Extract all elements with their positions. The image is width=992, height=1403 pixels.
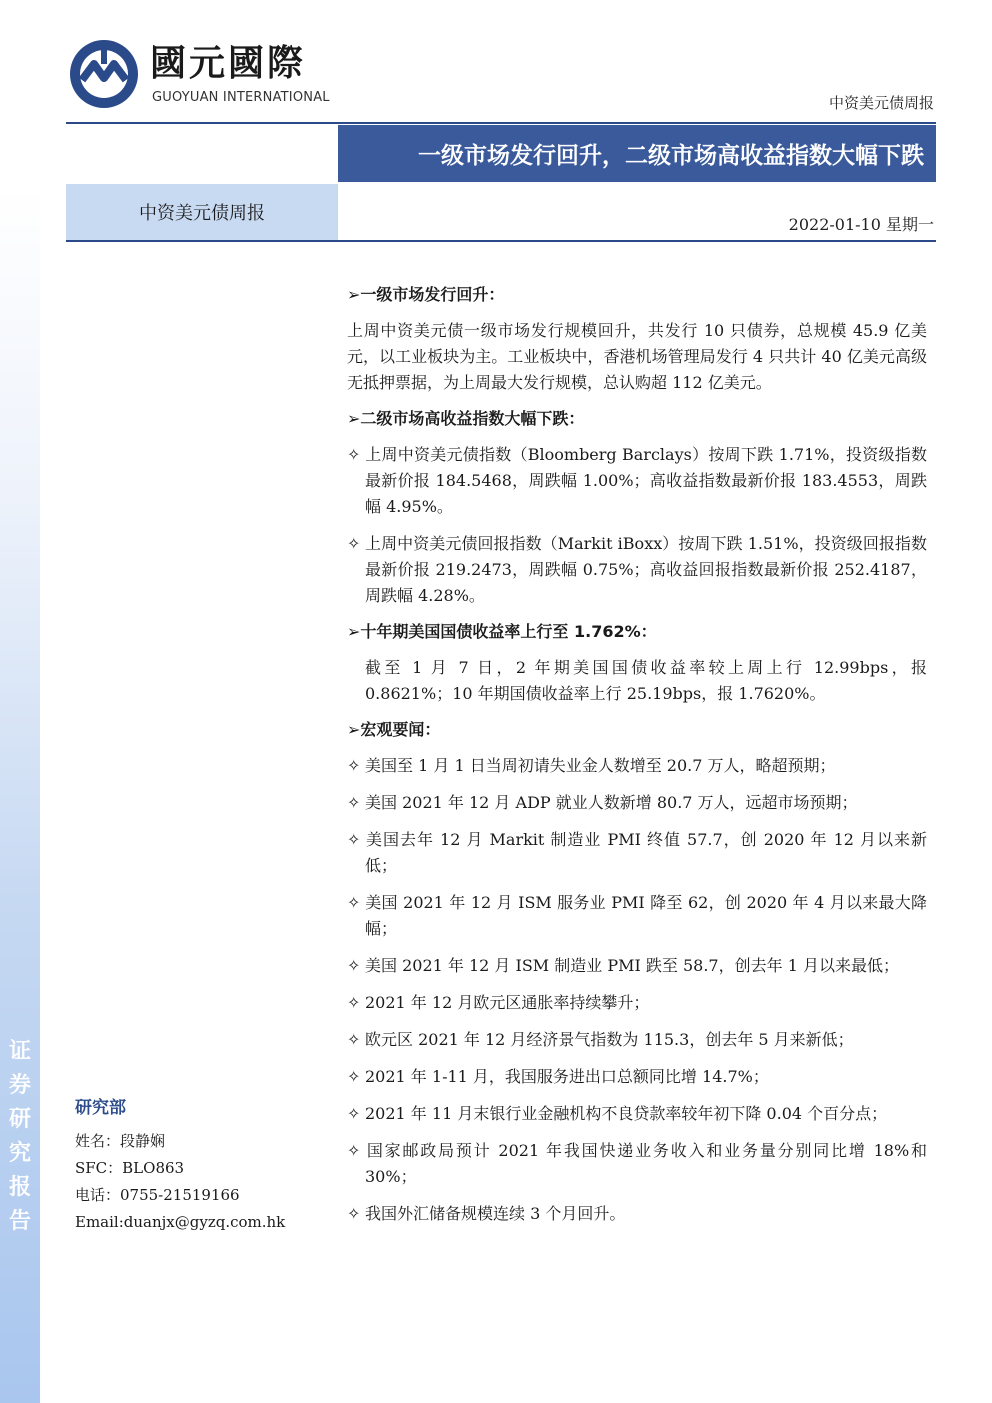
bullet-item: ✧ 我国外汇储备规模连续 3 个月回升。 bbox=[347, 1201, 927, 1227]
bullet-item: ✧ 美国 2021 年 12 月 ISM 服务业 PMI 降至 62，创 2020 年 4 月以来最大降幅； bbox=[347, 890, 927, 942]
bullet-star-icon: ✧ bbox=[347, 534, 361, 553]
bullet-item: ✧ 美国 2021 年 12 月 ADP 就业人数新增 80.7 万人，远超市场预期； bbox=[347, 790, 927, 816]
bullet-item: ✧ 上周中资美元债回报指数（Markit iBoxx）按周下跌 1.51%，投资级回报指数最新价报 219.2473，周跌幅 0.75%；高收益回报指数最新价报 252.4187，周跌幅 4.28%。 bbox=[347, 531, 927, 609]
author-sfc: SFC：BLO863 bbox=[75, 1159, 185, 1177]
author-email[interactable]: Email:duanjx@gyzq.com.hk bbox=[75, 1213, 286, 1231]
bullet-star-icon: ✧ bbox=[347, 1030, 361, 1049]
brand-name-en: GUOYUAN INTERNATIONAL bbox=[152, 90, 330, 105]
bullet-star-icon: ✧ bbox=[347, 993, 361, 1012]
bullet-item: ✧ 2021 年 11 月末银行业金融机构不良贷款率较年初下降 0.04 个百分点； bbox=[347, 1101, 927, 1127]
bullet-item: ✧ 国家邮政局预计 2021 年我国快递业务收入和业务量分别同比增 18%和 30%； bbox=[347, 1138, 927, 1190]
side-label bbox=[4, 1035, 36, 1239]
bullet-star-icon: ✧ bbox=[347, 830, 361, 849]
header-rule bbox=[66, 122, 936, 124]
bullet-item: ✧ 美国 2021 年 12 月 ISM 制造业 PMI 跌至 58.7，创去年 1 月以来最低； bbox=[347, 953, 927, 979]
bullet-star-icon: ✧ bbox=[347, 1067, 361, 1086]
author-name: 姓名：段静娴 bbox=[75, 1132, 166, 1150]
bullet-item: ✧ 2021 年 12 月欧元区通胀率持续攀升； bbox=[347, 990, 927, 1016]
bullet-star-icon: ✧ bbox=[347, 793, 361, 812]
brand-name-cn: 國元國際 bbox=[150, 43, 307, 84]
section-paragraph: 截至 1 月 7 日，2 年期美国国债收益率较上周上行 12.99bps，报 0.8621%；10 年期国债收益率上行 25.19bps，报 1.7620%。 bbox=[365, 658, 927, 703]
report-title: 一级市场发行回升，二级市场高收益指数大幅下跌 bbox=[338, 125, 936, 182]
author-department: 研究部 bbox=[75, 1098, 126, 1118]
bullet-star-icon: ✧ bbox=[347, 1104, 361, 1123]
bullet-item: ✧ 2021 年 1-11 月，我国服务进出口总额同比增 14.7%； bbox=[347, 1064, 927, 1090]
category-label: 中资美元债周报 bbox=[66, 184, 338, 240]
side-label-char: 究 bbox=[8, 1141, 31, 1166]
bullet-star-icon: ✧ bbox=[347, 445, 361, 464]
title-rule bbox=[66, 240, 936, 242]
section-paragraph: 上周中资美元债一级市场发行规模回升，共发行 10 只债券，总规模 45.9 亿美元，以工业板块为主。工业板块中，香港机场管理局发行 4 只共计 40 亿美元高级无抵押票据，为上周最大发行规模，总认购超 112 亿美元。 bbox=[347, 321, 927, 392]
bullet-item: ✧ 美国去年 12 月 Markit 制造业 PMI 终值 57.7，创 2020 年 12 月以来新低； bbox=[347, 827, 927, 879]
section-heading: ➢十年期美国国债收益率上行至 1.762%： bbox=[347, 622, 657, 641]
section-heading: ➢二级市场高收益指数大幅下跌： bbox=[347, 409, 585, 428]
side-label-char: 告 bbox=[8, 1209, 31, 1234]
bullet-star-icon: ✧ bbox=[347, 893, 361, 912]
author-phone: 电话：0755-21519166 bbox=[75, 1186, 240, 1204]
side-label-char: 报 bbox=[8, 1175, 31, 1200]
report-series-label: 中资美元债周报 bbox=[828, 94, 934, 112]
section-heading: ➢宏观要闻： bbox=[347, 720, 441, 739]
report-body bbox=[347, 283, 927, 1238]
bullet-star-icon: ✧ bbox=[347, 956, 361, 975]
side-label-char: 证 bbox=[8, 1039, 31, 1064]
side-label-char: 券 bbox=[8, 1073, 31, 1098]
report-date: 2022-01-10 星期一 bbox=[788, 215, 934, 234]
section-heading: ➢一级市场发行回升： bbox=[347, 285, 505, 304]
side-label-char: 研 bbox=[8, 1107, 31, 1132]
bullet-item: ✧ 上周中资美元债指数（Bloomberg Barclays）按周下跌 1.71%，投资级指数最新价报 184.5468，周跌幅 1.00%；高收益指数最新价报 183.4553，周跌幅 4.95%。 bbox=[347, 442, 927, 520]
bullet-star-icon: ✧ bbox=[347, 756, 361, 775]
bullet-star-icon: ✧ bbox=[347, 1204, 361, 1223]
bullet-item: ✧ 美国至 1 月 1 日当周初请失业金人数增至 20.7 万人，略超预期； bbox=[347, 753, 927, 779]
guoyuan-logo-icon bbox=[68, 38, 140, 110]
bullet-star-icon: ✧ bbox=[347, 1141, 361, 1160]
bullet-item: ✧ 欧元区 2021 年 12 月经济景气指数为 115.3，创去年 5 月来新低； bbox=[347, 1027, 927, 1053]
author-info bbox=[75, 1095, 315, 1236]
